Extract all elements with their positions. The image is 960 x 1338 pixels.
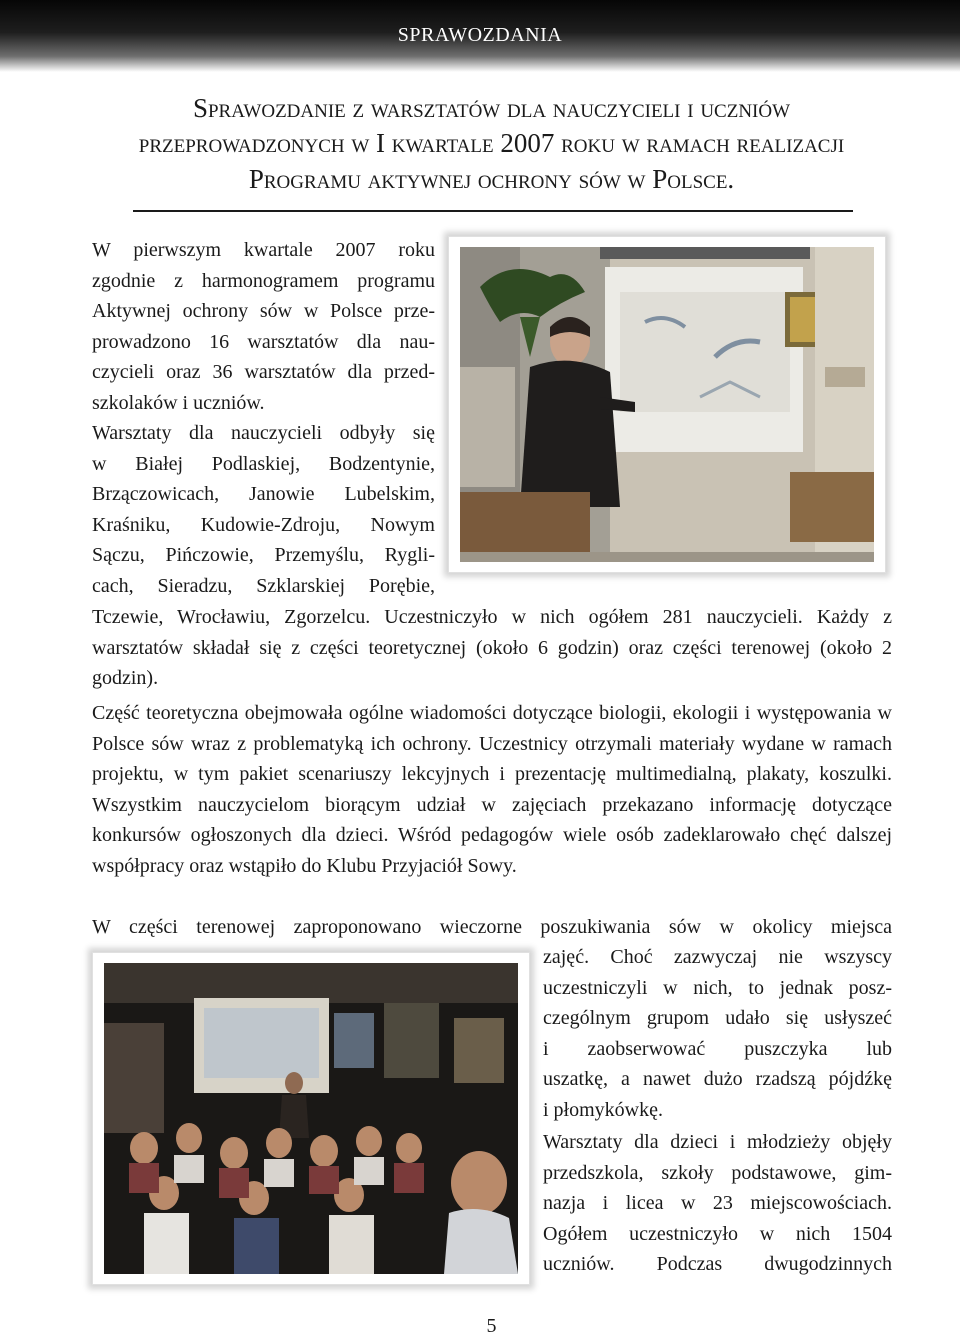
workshops-paragraph: Tczewie, Wrocławiu, Zgorzelcu. Uczestniczyło w nich ogółem 281 nauczycieli. Każdy z warsztatów składał się z części teoretycznej (około 6 godzin) oraz części terenowej (około 2 godzin). xyxy=(92,606,892,690)
intro-paragraph xyxy=(92,235,435,419)
text-line: nazja i licea w 23 miejscowościach. xyxy=(543,1192,892,1215)
text-line: Sączu, Pińczowie, Przemyślu, Rygli- xyxy=(92,544,435,567)
text-line: uczniów. Podczas dwugodzinnych xyxy=(543,1253,892,1276)
theory-paragraph: Część teoretyczna obejmowała ogólne wiadomości dotyczące biologii, ekologii i występowania w Polsce sów wraz z problematyką ich ochrony. Uczestnicy otrzymali materiały wydane w ramach projektu, w tym pakiet scenariuszy lekcyjnych i prezentację multimedialną, plakaty, koszulki. Wszystkim nauczycielom biorącym udział w zajęciach przekazano informację dotyczące konkursów ogłoszonych dla dzieci. Wśród pedagogów wiele osób zadeklarowało chęć dalszej współpracy oraz wstąpiło do Klubu Przyjaciół Sowy. xyxy=(92,702,892,877)
text-line: i płomykówkę. xyxy=(543,1098,663,1121)
text-line: Kraśniku, Kudowie-Zdroju, Nowym xyxy=(92,513,435,536)
photo-children-classroom xyxy=(92,952,530,1285)
text-line: przedszkola, szkoły podstawowe, gim- xyxy=(543,1161,892,1184)
text-line: Warsztaty dla dzieci i młodzieży objęły xyxy=(543,1131,892,1153)
text-line: cach, Sieradzu, Szklarskiej Porębie, xyxy=(92,574,435,597)
field-paragraph-first-line: W części terenowej zaproponowano wieczorne poszukiwania sów w okolicy miejsca xyxy=(92,916,892,938)
text-line: Ogółem uczestniczyło w nich 1504 xyxy=(543,1222,892,1245)
teacher-locations-paragraph xyxy=(92,418,435,602)
text-line: i zaobserwować puszczyka lub xyxy=(543,1037,892,1060)
field-paragraph-continued xyxy=(543,942,892,1126)
text-line: prowadzono 16 warsztatów dla nau- xyxy=(92,330,435,353)
text-line: uczestniczyli w nich, to jednak posz- xyxy=(543,976,892,999)
text-line: Brzączowicach, Janowie Lubelskim, xyxy=(92,483,435,506)
children-workshops-paragraph xyxy=(543,1127,892,1280)
page-number: 5 xyxy=(486,1315,497,1337)
text-line: Warsztaty dla nauczycieli odbyły się xyxy=(92,422,435,444)
text-line: Aktywnej ochrony sów w Polsce prze- xyxy=(92,300,435,323)
text-line: zgodnie z harmonogramem programu xyxy=(92,269,435,292)
text-line: W pierwszym kwartale 2007 roku xyxy=(92,239,435,261)
text-line: zajęć. Choć zazwyczaj nie wszyscy xyxy=(543,946,892,968)
section-label: SPRAWOZDANIA xyxy=(397,24,563,46)
text-line: czególnym grupom udało się usłyszeć xyxy=(543,1007,892,1030)
photo-lecturer-image xyxy=(460,247,874,562)
text-line: szkolaków i uczniów. xyxy=(92,391,265,414)
article-title-line-3: Programu aktywnej ochrony sów w Polsce. xyxy=(248,164,735,194)
text-line: w Białej Podlaskiej, Bodzentynie, xyxy=(92,452,435,475)
photo-lecturer-presentation xyxy=(448,236,886,573)
article-title-line-2: przeprowadzonych w I kwartale 2007 roku w ramach realizacji xyxy=(138,128,845,158)
text-line: czycieli oraz 36 warsztatów dla przed- xyxy=(92,361,435,384)
title-underline xyxy=(133,210,853,212)
article-title-line-1: Sprawozdanie z warsztatów dla nauczycieli i uczniów xyxy=(192,93,791,123)
text-line: uszatkę, a nawet dużo rzadszą pójdźkę xyxy=(543,1068,892,1091)
photo-children-image xyxy=(104,963,518,1274)
